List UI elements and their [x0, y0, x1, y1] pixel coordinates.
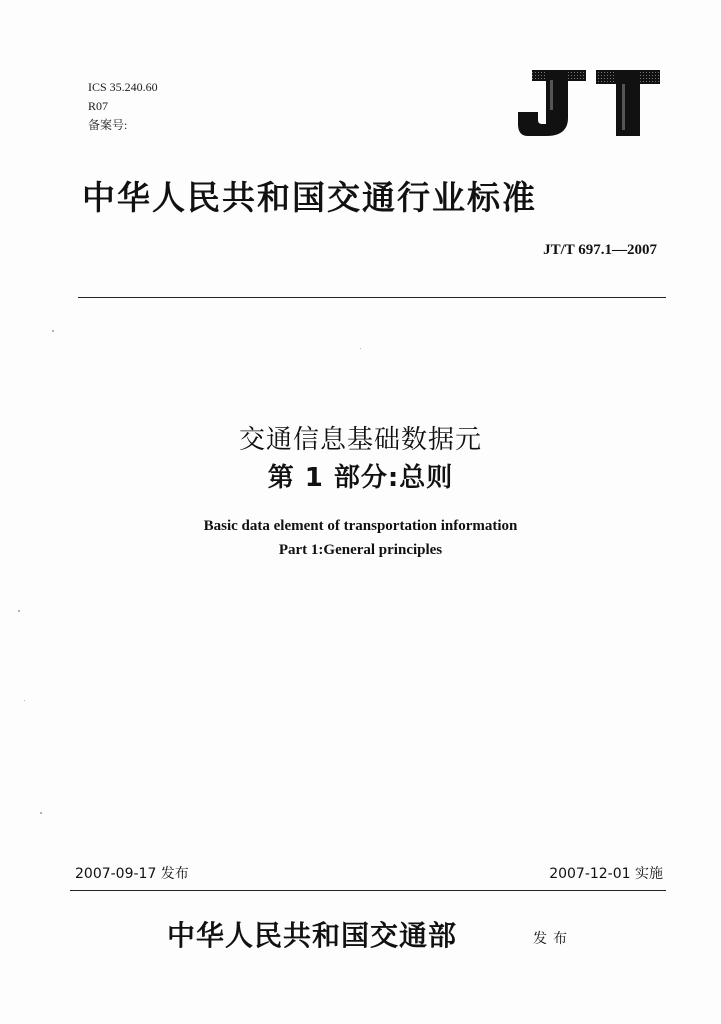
title-cn-line-2: 第 1 部分:总则 [267, 463, 454, 493]
document-title-chinese [0, 421, 721, 497]
title-cn-line-1: 交通信息基础数据元 [238, 425, 482, 455]
top-divider [78, 297, 666, 298]
scan-speck [24, 700, 25, 701]
bottom-divider [70, 890, 666, 891]
scan-speck [360, 348, 361, 349]
standard-category-title: 中华人民共和国交通行业标准 [82, 178, 537, 217]
standard-code: JT/T 697.1—2007 [543, 242, 657, 258]
classification-block [88, 78, 158, 135]
scan-speck [40, 812, 42, 814]
scan-speck [18, 610, 20, 612]
title-en-line-2: Part 1:General principles [278, 542, 443, 558]
implementation-date: 2007-12-01 实施 [549, 866, 663, 882]
issue-date: 2007-09-17 发布 [75, 866, 189, 882]
document-title-english [0, 514, 721, 562]
publisher-name: 中华人民共和国交通部 [167, 919, 458, 952]
publish-label: 发布 [533, 931, 573, 947]
scan-speck [52, 330, 54, 332]
jt-logo-graphic [516, 68, 662, 138]
title-en-line-1: Basic data element of transportation information [203, 518, 518, 534]
category-code: R07 [88, 99, 109, 113]
ics-code: ICS 35.240.60 [88, 80, 158, 94]
jt-logo [516, 68, 662, 138]
filing-number-label: 备案号: [88, 118, 128, 132]
